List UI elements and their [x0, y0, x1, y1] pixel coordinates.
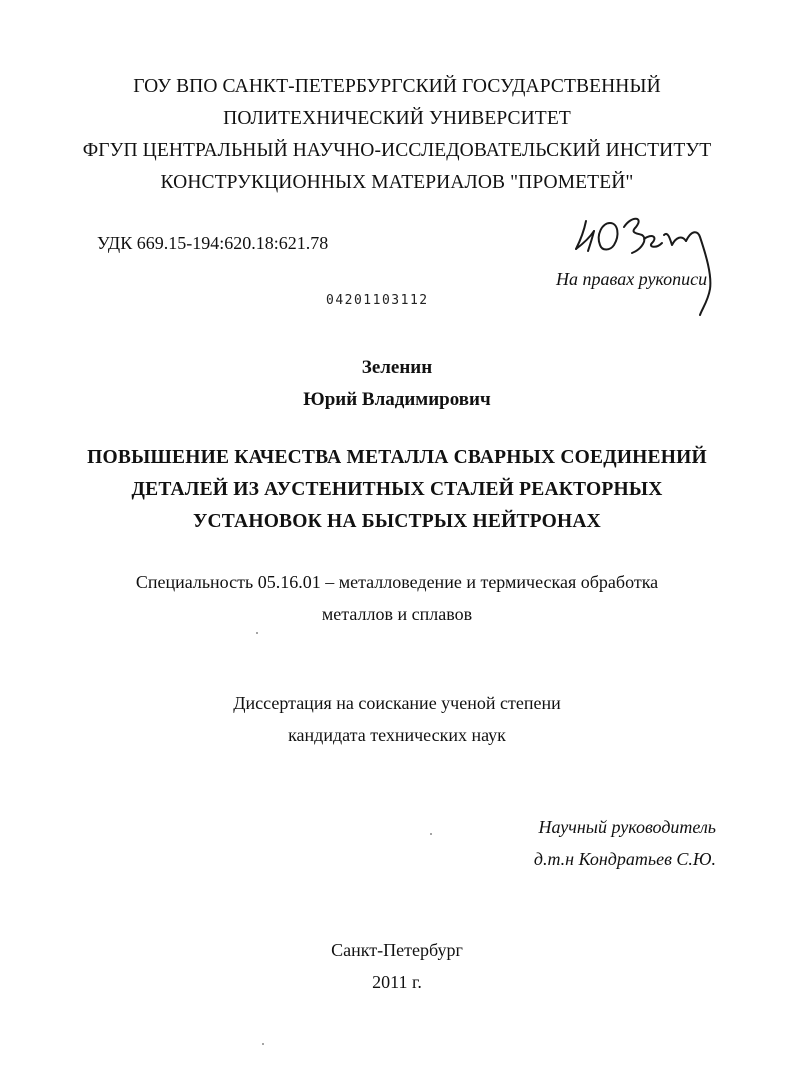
handwritten-signature — [572, 205, 722, 320]
thesis-title-line-3: УСТАНОВОК НА БЫСТРЫХ НЕЙТРОНАХ — [193, 511, 601, 532]
city: Санкт-Петербург — [331, 940, 463, 960]
institution-line-2: ПОЛИТЕХНИЧЕСКИЙ УНИВЕРСИТЕТ — [223, 108, 571, 129]
udk-code: УДК 669.15-194:620.18:621.78 — [97, 233, 329, 253]
scan-speck — [262, 1043, 264, 1045]
supervisor-name: д.т.н Кондратьев С.Ю. — [533, 849, 716, 869]
author-surname: Зеленин — [361, 357, 433, 378]
institution-line-3: ФГУП ЦЕНТРАЛЬНЫЙ НАУЧНО-ИССЛЕДОВАТЕЛЬСКИЙ ИНСТИТУТ — [82, 140, 712, 161]
institution-line-1: ГОУ ВПО САНКТ-ПЕТЕРБУРГСКИЙ ГОСУДАРСТВЕННЫЙ — [133, 76, 661, 97]
thesis-title-line-2: ДЕТАЛЕЙ ИЗ АУСТЕНИТНЫХ СТАЛЕЙ РЕАКТОРНЫХ — [131, 479, 663, 500]
author-given-names: Юрий Владимирович — [303, 389, 491, 410]
specialty-line-2: металлов и сплавов — [321, 604, 473, 624]
institution-line-4: КОНСТРУКЦИОННЫХ МАТЕРИАЛОВ "ПРОМЕТЕЙ" — [160, 172, 634, 193]
supervisor-role: Научный руководитель — [538, 817, 716, 837]
year: 2011 г. — [372, 972, 422, 992]
thesis-title-line-1: ПОВЫШЕНИЕ КАЧЕСТВА МЕТАЛЛА СВАРНЫХ СОЕДИНЕНИЙ — [87, 447, 707, 468]
manuscript-rights-note: На правах рукописи — [556, 269, 708, 289]
specialty-line-1: Специальность 05.16.01 – металловедение и термическая обработка — [135, 572, 659, 592]
document-number: 04201103112 — [326, 293, 429, 308]
degree-line-1: Диссертация на соискание ученой степени — [233, 693, 561, 713]
scan-speck — [430, 833, 432, 835]
scan-speck — [256, 632, 258, 634]
degree-line-2: кандидата технических наук — [288, 725, 506, 745]
